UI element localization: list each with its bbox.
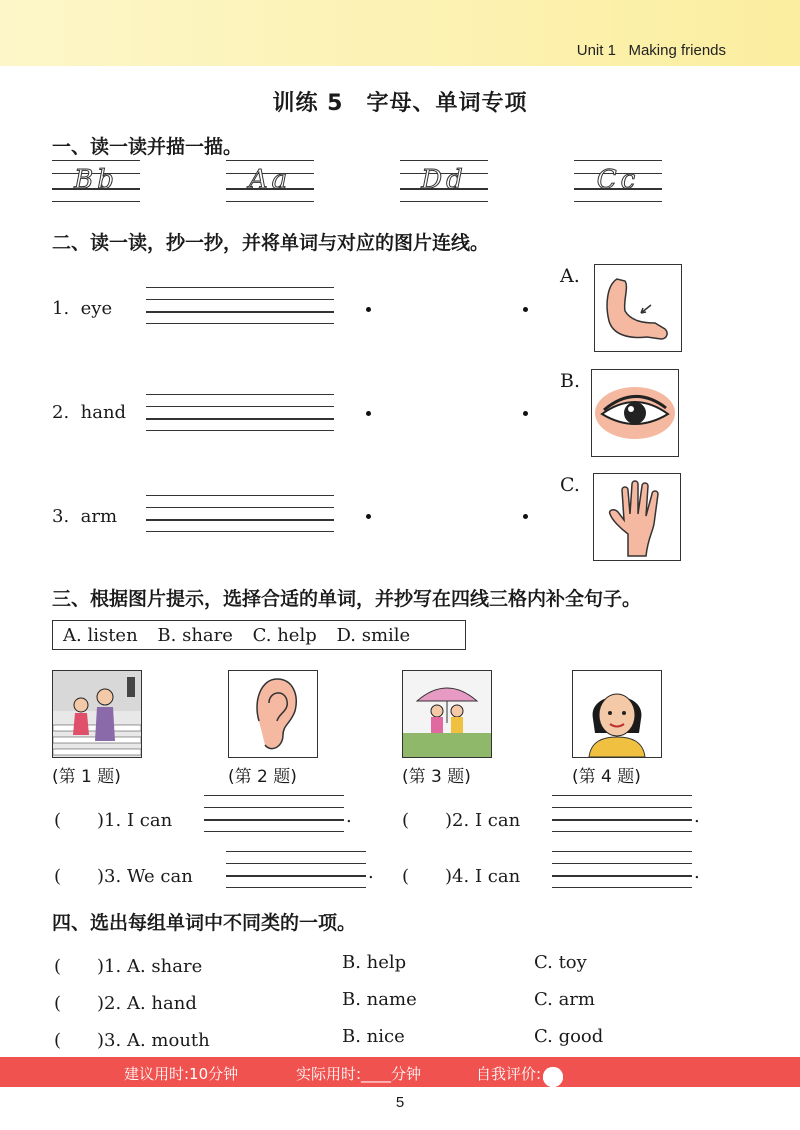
trace-letter: Bb bbox=[74, 165, 118, 195]
item-number: 2. bbox=[52, 402, 70, 423]
choice-row-3 bbox=[54, 1026, 210, 1052]
sharing-umbrella-picture bbox=[402, 670, 492, 758]
item-word: eye bbox=[80, 298, 113, 319]
sentence-1 bbox=[54, 806, 172, 832]
picture-letter-c: C. bbox=[560, 474, 580, 496]
match-dot-right-3[interactable] bbox=[523, 514, 528, 519]
option-b: B. share bbox=[157, 625, 233, 646]
item-word: hand bbox=[80, 402, 127, 423]
period-2: . bbox=[694, 806, 700, 827]
answer-paren[interactable]: ( ) bbox=[54, 810, 105, 831]
sentence-4 bbox=[402, 862, 520, 888]
hand-icon bbox=[593, 473, 681, 561]
sentence-3 bbox=[54, 862, 193, 888]
section3-heading: 三、根据图片提示，选择合适的单词，并抄写在四线三格内补全句子。 bbox=[52, 588, 642, 610]
option-c: C. help bbox=[252, 625, 317, 646]
period-3: . bbox=[368, 862, 374, 883]
trace-box-4 bbox=[574, 160, 662, 202]
trace-letter: Dd bbox=[421, 165, 467, 195]
copy-lines-2[interactable] bbox=[146, 394, 334, 430]
write-lines-1[interactable] bbox=[204, 795, 344, 831]
choice-b: B. name bbox=[342, 989, 417, 1010]
section4-heading: 四、选出每组单词中不同类的一项。 bbox=[52, 912, 357, 934]
copy-lines-3[interactable] bbox=[146, 495, 334, 531]
unit-title: Making friends bbox=[628, 42, 726, 59]
caption-4: (第 4 题) bbox=[572, 767, 641, 787]
trace-letter: Aa bbox=[248, 165, 292, 195]
word-options-box bbox=[52, 620, 466, 650]
ear-picture bbox=[228, 670, 318, 758]
period-4: . bbox=[694, 862, 700, 883]
unit-number: Unit 1 bbox=[576, 42, 616, 59]
flower-star-icon[interactable] bbox=[545, 1069, 561, 1085]
copy-lines-1[interactable] bbox=[146, 287, 334, 323]
caption-3: (第 3 题) bbox=[402, 767, 471, 787]
choice-c: C. toy bbox=[534, 952, 587, 973]
item-number: 1. bbox=[52, 298, 70, 319]
item-number: 3. bbox=[104, 866, 122, 887]
match-dot-left-3[interactable] bbox=[366, 514, 371, 519]
option-d: D. smile bbox=[336, 625, 411, 646]
trace-box-1 bbox=[52, 160, 140, 202]
footer-bar bbox=[0, 1057, 800, 1087]
actual-time: 实际用时:____分钟 bbox=[296, 1065, 422, 1083]
picture-letter-a: A. bbox=[560, 265, 580, 287]
word-item-1 bbox=[52, 298, 112, 319]
sentence-text: I can bbox=[126, 810, 173, 831]
self-eval-label: 自我评价: bbox=[476, 1065, 542, 1083]
trace-box-2 bbox=[226, 160, 314, 202]
choice-b: B. help bbox=[342, 952, 407, 973]
choice-c: C. arm bbox=[534, 989, 595, 1010]
answer-paren[interactable]: ( ) bbox=[54, 956, 105, 977]
sentence-2 bbox=[402, 806, 520, 832]
page-number: 5 bbox=[395, 1094, 405, 1111]
crossing-street-picture bbox=[52, 670, 142, 758]
item-number: 1. bbox=[104, 956, 122, 977]
smiling-girl-picture bbox=[572, 670, 662, 758]
item-number: 1. bbox=[104, 810, 122, 831]
period-1: . bbox=[346, 806, 352, 827]
page-title: 训练 5 字母、单词专项 bbox=[272, 91, 528, 116]
sentence-text: I can bbox=[474, 866, 521, 887]
caption-1: (第 1 题) bbox=[52, 767, 121, 787]
match-dot-left-2[interactable] bbox=[366, 411, 371, 416]
answer-paren[interactable]: ( ) bbox=[54, 1030, 105, 1051]
match-dot-right-1[interactable] bbox=[523, 307, 528, 312]
caption-2: (第 2 题) bbox=[228, 767, 297, 787]
sentence-text: I can bbox=[474, 810, 521, 831]
item-word: arm bbox=[80, 506, 118, 527]
answer-paren[interactable]: ( ) bbox=[402, 810, 453, 831]
write-lines-2[interactable] bbox=[552, 795, 692, 831]
choice-a: A. mouth bbox=[126, 1030, 210, 1051]
choice-a: A. hand bbox=[126, 993, 197, 1014]
trace-letter: Cc bbox=[596, 165, 640, 195]
word-item-2 bbox=[52, 402, 126, 423]
picture-letter-b: B. bbox=[560, 370, 581, 392]
unit-label bbox=[577, 42, 726, 59]
answer-paren[interactable]: ( ) bbox=[54, 993, 105, 1014]
write-lines-4[interactable] bbox=[552, 851, 692, 887]
item-number: 3. bbox=[52, 506, 70, 527]
section1-heading: 一、读一读并描一描。 bbox=[52, 136, 243, 158]
eye-icon bbox=[591, 369, 679, 457]
choice-row-1 bbox=[54, 952, 202, 978]
match-dot-right-2[interactable] bbox=[523, 411, 528, 416]
option-a: A. listen bbox=[63, 625, 138, 646]
arm-icon bbox=[594, 264, 682, 352]
word-item-3 bbox=[52, 506, 117, 527]
item-number: 2. bbox=[452, 810, 470, 831]
item-number: 4. bbox=[452, 866, 470, 887]
trace-box-3 bbox=[400, 160, 488, 202]
choice-row-2 bbox=[54, 989, 197, 1015]
choice-a: A. share bbox=[126, 956, 203, 977]
suggested-time: 建议用时:10分钟 bbox=[124, 1065, 239, 1083]
answer-paren[interactable]: ( ) bbox=[402, 866, 453, 887]
match-dot-left-1[interactable] bbox=[366, 307, 371, 312]
section2-heading: 二、读一读，抄一抄，并将单词与对应的图片连线。 bbox=[52, 232, 490, 254]
choice-b: B. nice bbox=[342, 1026, 405, 1047]
write-lines-3[interactable] bbox=[226, 851, 366, 887]
item-number: 3. bbox=[104, 1030, 122, 1051]
sentence-text: We can bbox=[126, 866, 193, 887]
choice-c: C. good bbox=[534, 1026, 604, 1047]
item-number: 2. bbox=[104, 993, 122, 1014]
self-evaluation bbox=[476, 1063, 541, 1084]
answer-paren[interactable]: ( ) bbox=[54, 866, 105, 887]
